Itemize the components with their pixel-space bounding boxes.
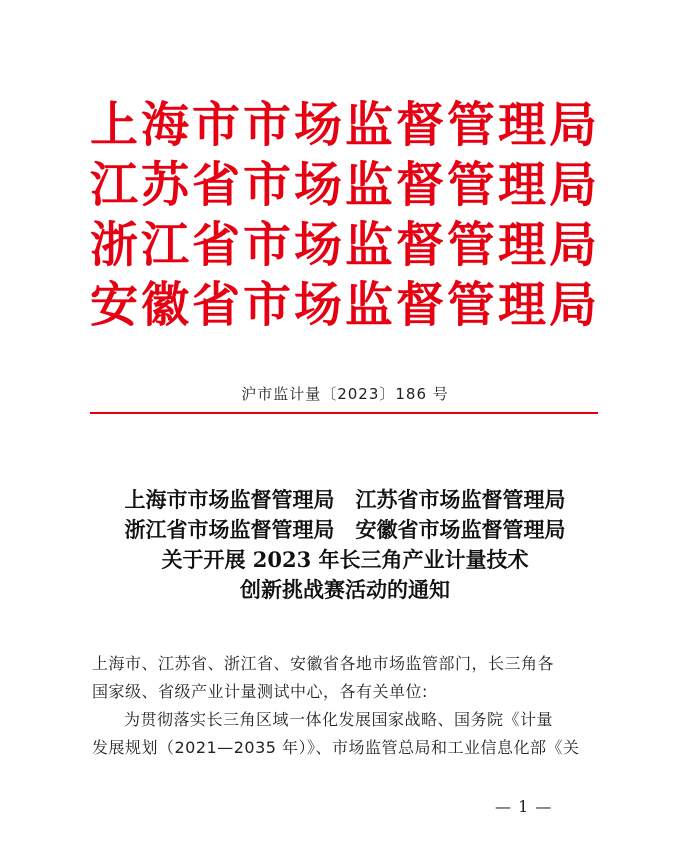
red-divider-line: [90, 412, 598, 414]
notice-title: [0, 485, 690, 605]
header-agency-zhejiang: 浙江省市场监督管理局: [89, 217, 600, 273]
issuing-agencies-header: [0, 95, 690, 335]
body-line-paragraph-2: 发展规划（2021—2035 年）》、市场监管总局和工业信息化部《关: [92, 738, 580, 757]
body-line-paragraph-1: 为贯彻落实长三角区域一体化发展国家战略、国务院《计量: [124, 710, 554, 729]
document-number: 沪市监计量〔2023〕186 号: [241, 385, 449, 403]
body-line-addressees-1: 上海市、江苏省、浙江省、安徽省各地市场监管部门，长三角各: [92, 654, 555, 673]
title-line-2: 浙江省市场监督管理局 安徽省市场监督管理局: [124, 517, 566, 542]
title-line-3: 关于开展 2023 年长三角产业计量技术: [161, 547, 529, 572]
header-agency-shanghai: 上海市市场监督管理局: [89, 97, 600, 153]
page-number: — 1 —: [495, 797, 553, 816]
title-line-4: 创新挑战赛活动的通知: [240, 577, 450, 602]
header-agency-jiangsu: 江苏省市场监督管理局: [89, 157, 600, 213]
notice-body: [92, 650, 602, 762]
body-line-addressees-2: 国家级、省级产业计量测试中心，各有关单位:: [92, 682, 428, 701]
header-agency-anhui: 安徽省市场监督管理局: [89, 277, 600, 333]
title-line-1: 上海市市场监督管理局 江苏省市场监督管理局: [124, 487, 566, 512]
